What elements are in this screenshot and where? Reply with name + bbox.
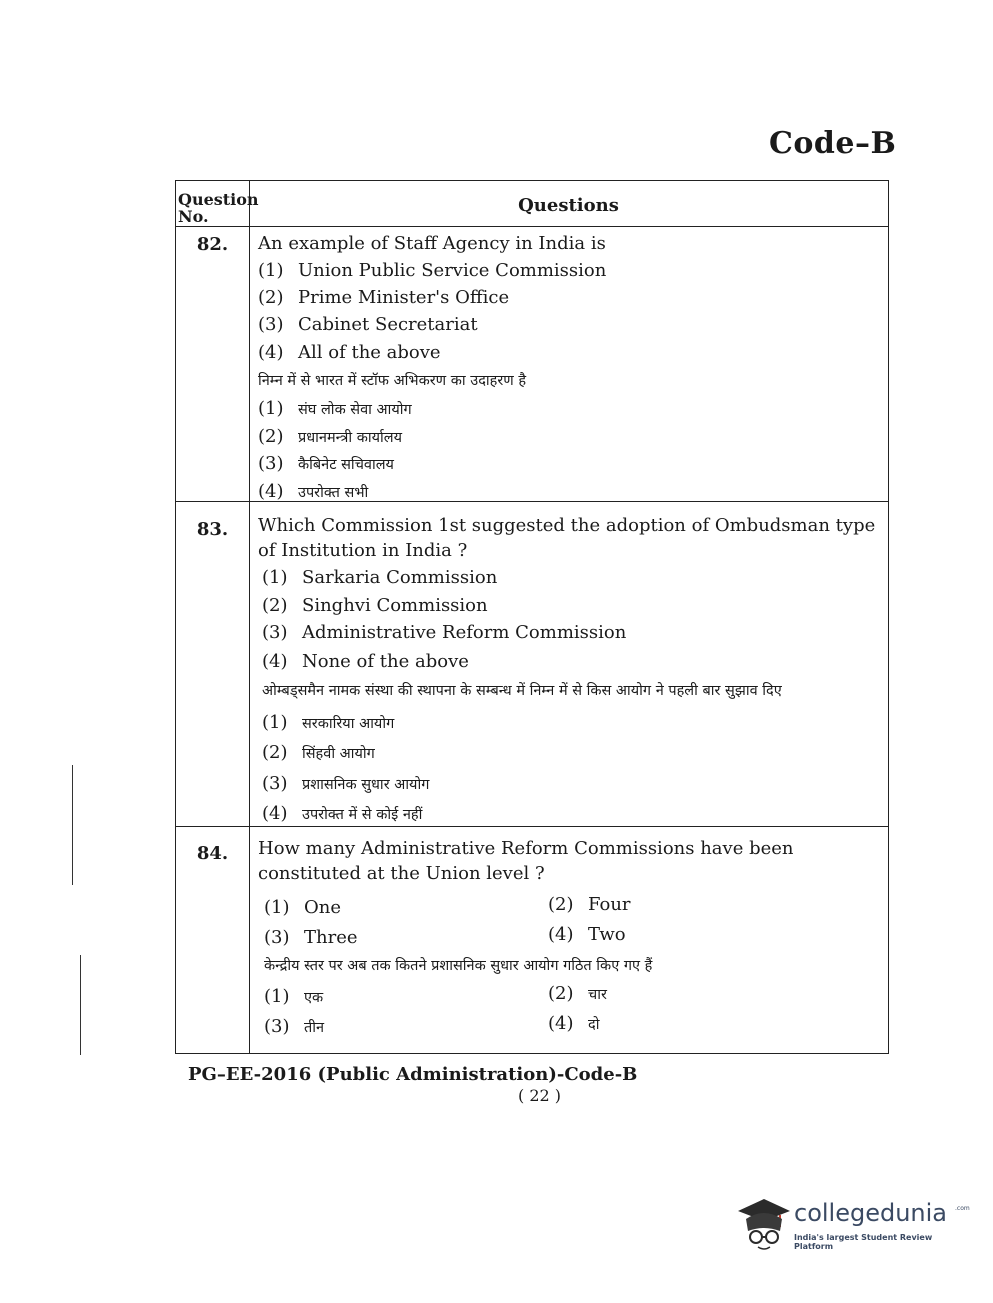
option-hi: (4) उपरोक्त सभी xyxy=(258,481,369,502)
option-hi: (2) चार xyxy=(548,983,607,1004)
scan-mark xyxy=(80,955,81,1055)
option-hi: (4) उपरोक्त में से कोई नहीं xyxy=(262,803,423,824)
question-text-hi: निम्न में से भारत में स्टॉफ अभिकरण का उदाहरण है xyxy=(258,373,527,389)
option-en: (1) Sarkaria Commission xyxy=(262,567,498,588)
option-hi: (2) सिंहवी आयोग xyxy=(262,742,375,763)
option-hi: (3) प्रशासनिक सुधार आयोग xyxy=(262,773,430,794)
option-en: (4) All of the above xyxy=(258,342,441,363)
header-question-no: Question No. xyxy=(178,190,259,226)
question-text-en: An example of Staff Agency in India is xyxy=(258,233,606,254)
question-number: 84. xyxy=(196,843,229,864)
option-en: (3) Three xyxy=(264,927,358,948)
logo-tagline: India's largest Student Review Platform xyxy=(794,1233,933,1251)
option-hi: (2) प्रधानमन्त्री कार्यालय xyxy=(258,426,403,447)
code-label: Code–B xyxy=(769,126,897,161)
header-questions: Questions xyxy=(518,195,619,216)
option-hi: (1) संघ लोक सेवा आयोग xyxy=(258,398,412,419)
option-hi: (3) तीन xyxy=(264,1016,325,1037)
question-text-en: Which Commission 1st suggested the adoption of Ombudsman type of Institution in India ? xyxy=(258,515,876,561)
question-number: 83. xyxy=(196,519,229,540)
option-en: (3) Cabinet Secretariat xyxy=(258,314,478,335)
question-text-en: How many Administrative Reform Commissions have been constituted at the Union level ? xyxy=(258,838,794,884)
option-en: (1) Union Public Service Commission xyxy=(258,260,607,281)
logo-domain: .com xyxy=(955,1205,970,1212)
question-text-hi: ओम्बड्समैन नामक संस्था की स्थापना के सम्बन्ध में निम्न में से किस आयोग ने पहली बार सुझाव दिए xyxy=(262,683,782,699)
student-mascot-icon xyxy=(736,1197,792,1253)
question-text-hi: केन्द्रीय स्तर पर अब तक कितने प्रशासनिक सुधार आयोग गठित किए गए हैं xyxy=(264,958,653,974)
questions-table xyxy=(175,180,889,1054)
column-divider xyxy=(249,181,250,1053)
row-divider xyxy=(176,501,888,502)
option-en: (2) Singhvi Commission xyxy=(262,595,488,616)
option-en: (4) Two xyxy=(548,924,626,945)
logo-name: collegedunia xyxy=(794,1199,948,1227)
page-number: ( 22 ) xyxy=(518,1086,562,1105)
option-hi: (1) सरकारिया आयोग xyxy=(262,712,395,733)
option-hi: (1) एक xyxy=(264,986,324,1007)
question-number: 82. xyxy=(196,234,229,255)
option-en: (2) Prime Minister's Office xyxy=(258,287,510,308)
option-en: (2) Four xyxy=(548,894,631,915)
row-divider xyxy=(176,826,888,827)
option-hi: (4) दो xyxy=(548,1013,600,1034)
option-hi: (3) कैबिनेट सचिवालय xyxy=(258,453,394,474)
option-en: (3) Administrative Reform Commission xyxy=(262,622,627,643)
exam-footer: PG–EE-2016 (Public Administration)-Code-B xyxy=(188,1064,638,1085)
option-en: (1) One xyxy=(264,897,342,918)
collegedunia-logo xyxy=(736,1197,970,1257)
scan-mark xyxy=(72,765,73,885)
option-en: (4) None of the above xyxy=(262,651,469,672)
